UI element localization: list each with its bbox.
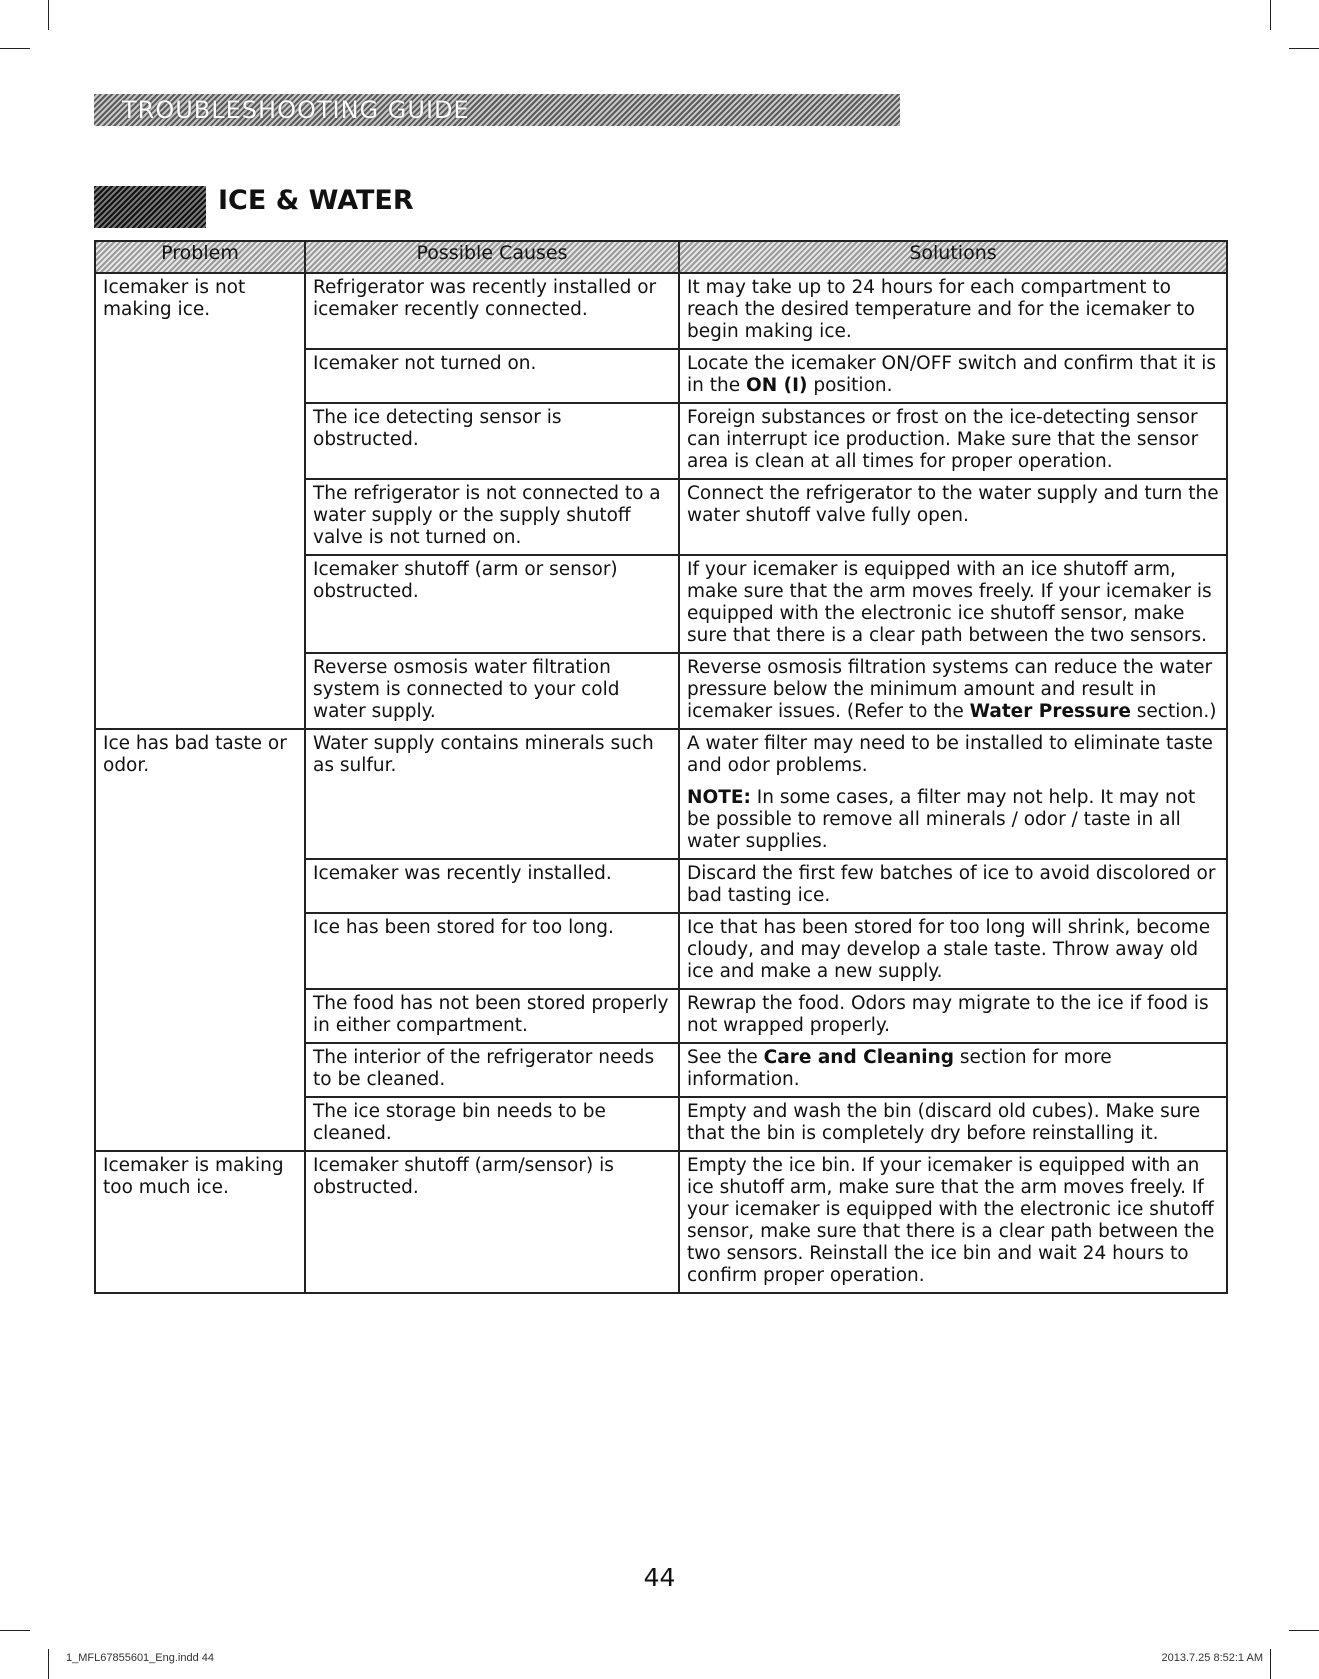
cause-cell: Water supply contains minerals such as sulfur. xyxy=(305,729,679,859)
banner-title: TROUBLESHOOTING GUIDE xyxy=(122,96,470,124)
solution-emphasis: ON (I) xyxy=(746,375,808,396)
crop-mark xyxy=(1289,1630,1319,1631)
solution-text: A water filter may need to be installed to eliminate taste and odor problems. xyxy=(687,733,1213,776)
solution-text: Locate the icemaker ON/OFF switch and confirm that it is in the xyxy=(687,353,1217,396)
problem-cell: Icemaker is not making ice. xyxy=(95,273,305,729)
cause-cell: Icemaker shutoff (arm or sensor) obstructed. xyxy=(305,555,679,653)
solution-cell: Discard the first few batches of ice to avoid discolored or bad tasting ice. xyxy=(679,859,1227,913)
solution-text: See the xyxy=(687,1047,764,1068)
section-marker-block xyxy=(94,186,206,228)
solution-cell: Foreign substances or frost on the ice-detecting sensor can interrupt ice production. Make sure that the sensor area is clean at all times for proper operation. xyxy=(679,403,1227,479)
crop-mark xyxy=(0,48,30,49)
cause-cell: Ice has been stored for too long. xyxy=(305,913,679,989)
solution-note xyxy=(687,787,1220,853)
solution-cell: If your icemaker is equipped with an ice shutoff arm, make sure that the arm moves freely. If your icemaker is equipped with the electronic ice shutoff sensor, make sure that there is a clear path between the two sensors. xyxy=(679,555,1227,653)
solution-cell xyxy=(679,1043,1227,1097)
cause-cell: Reverse osmosis water filtration system is connected to your cold water supply. xyxy=(305,653,679,729)
footer-file-info: 1_MFL67855601_Eng.indd 44 xyxy=(66,1652,215,1664)
cause-cell: Icemaker was recently installed. xyxy=(305,859,679,913)
cause-cell: Icemaker shutoff (arm/sensor) is obstructed. xyxy=(305,1151,679,1293)
problem-cell: Ice has bad taste or odor. xyxy=(95,729,305,1151)
header-possible-causes: Possible Causes xyxy=(305,241,679,273)
solution-cell: Connect the refrigerator to the water supply and turn the water shutoff valve fully open. xyxy=(679,479,1227,555)
solution-text: section for more information. xyxy=(687,1047,1112,1090)
note-label: NOTE: xyxy=(687,787,751,808)
solution-cell xyxy=(679,349,1227,403)
crop-mark xyxy=(1270,1649,1271,1679)
section-banner xyxy=(94,94,900,126)
crop-mark xyxy=(1289,48,1319,49)
crop-mark xyxy=(0,1630,30,1631)
solution-emphasis: Water Pressure xyxy=(969,701,1131,722)
crop-mark xyxy=(48,0,49,30)
cause-cell: Refrigerator was recently installed or icemaker recently connected. xyxy=(305,273,679,349)
header-solutions: Solutions xyxy=(679,241,1227,273)
solution-text: position. xyxy=(807,375,893,396)
cause-cell: The interior of the refrigerator needs to be cleaned. xyxy=(305,1043,679,1097)
note-text: In some cases, a filter may not help. It may not be possible to remove all minerals / odor / taste in all water supplies. xyxy=(687,787,1196,852)
crop-mark xyxy=(48,1649,49,1679)
table-row xyxy=(95,729,1227,859)
cause-cell: The ice storage bin needs to be cleaned. xyxy=(305,1097,679,1151)
solution-cell xyxy=(679,653,1227,729)
solution-cell xyxy=(679,729,1227,859)
header-problem: Problem xyxy=(95,241,305,273)
solution-cell: Empty the ice bin. If your icemaker is equipped with an ice shutoff arm, make sure that the arm moves freely. If your icemaker is equipped with the electronic ice shutoff sensor, make sure that there is a clear path between the two sensors. Reinstall the ice bin and wait 24 hours to confirm proper operation. xyxy=(679,1151,1227,1293)
troubleshooting-table xyxy=(94,240,1228,1294)
solution-text: section.) xyxy=(1130,701,1217,722)
solution-cell: Empty and wash the bin (discard old cubes). Make sure that the bin is completely dry before reinstalling it. xyxy=(679,1097,1227,1151)
cause-cell: The food has not been stored properly in either compartment. xyxy=(305,989,679,1043)
solution-cell: Rewrap the food. Odors may migrate to the ice if food is not wrapped properly. xyxy=(679,989,1227,1043)
crop-mark xyxy=(1270,0,1271,30)
table-header-row xyxy=(95,241,1227,273)
solution-text: Reverse osmosis filtration systems can reduce the water pressure below the minimum amount and result in icemaker issues. (Refer to the xyxy=(687,657,1213,722)
cause-cell: Icemaker not turned on. xyxy=(305,349,679,403)
cause-cell: The ice detecting sensor is obstructed. xyxy=(305,403,679,479)
solution-emphasis: Care and Cleaning xyxy=(763,1047,955,1068)
table-row xyxy=(95,1151,1227,1293)
solution-cell: It may take up to 24 hours for each compartment to reach the desired temperature and for the icemaker to begin making ice. xyxy=(679,273,1227,349)
footer-timestamp: 2013.7.25 8:52:1 AM xyxy=(1161,1652,1263,1664)
page-number: 44 xyxy=(643,1563,676,1592)
problem-cell: Icemaker is making too much ice. xyxy=(95,1151,305,1293)
section-title: ICE & WATER xyxy=(218,185,414,216)
table-row xyxy=(95,273,1227,349)
cause-cell: The refrigerator is not connected to a water supply or the supply shutoff valve is not turned on. xyxy=(305,479,679,555)
solution-cell: Ice that has been stored for too long will shrink, become cloudy, and may develop a stale taste. Throw away old ice and make a new supply. xyxy=(679,913,1227,989)
